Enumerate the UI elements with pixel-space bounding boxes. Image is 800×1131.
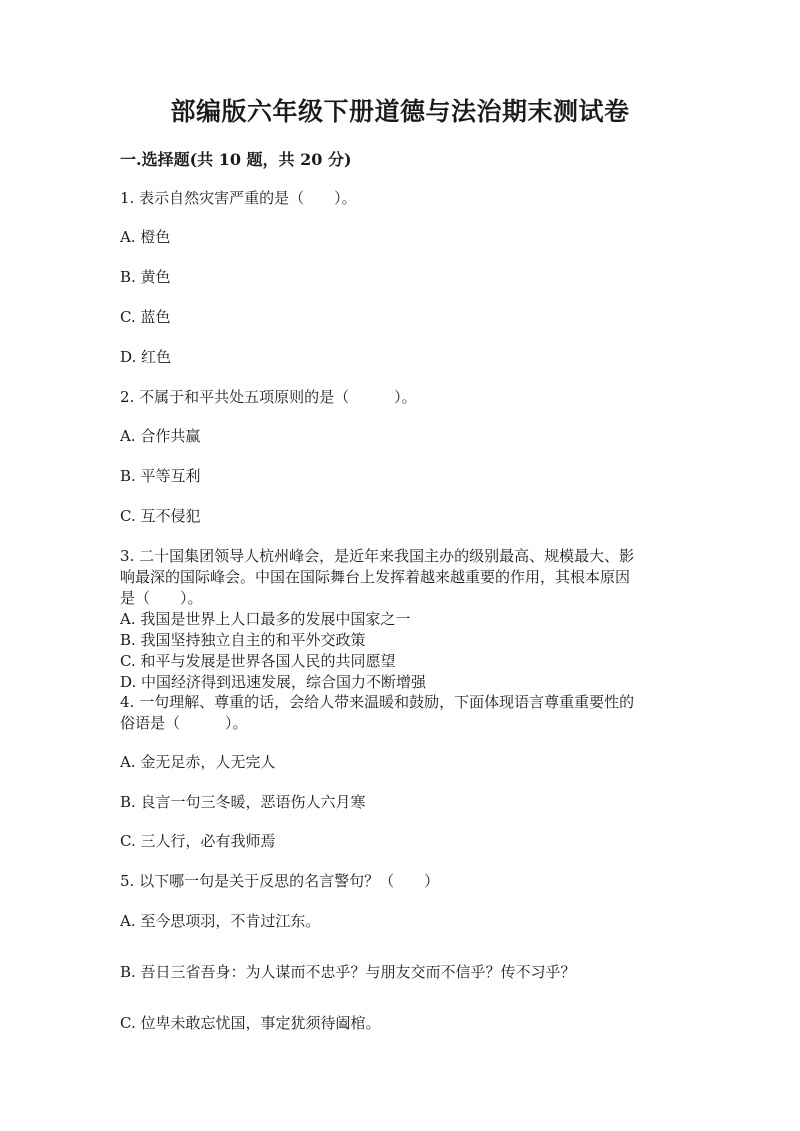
question-1-stem: 1. 表示自然灾害严重的是（ ）。 [120,189,357,207]
question-4-option-b: B. 良言一句三冬暖，恶语伤人六月寒 [120,793,366,811]
question-5-option-b: B. 吾日三省吾身：为人谋而不忠乎？与朋友交而不信乎？传不习乎？ [120,963,576,981]
question-4-stem-line-2: 俗语是（ ）。 [120,714,248,732]
question-1-option-c: C. 蓝色 [120,308,171,326]
question-3-option-d: D. 中国经济得到迅速发展，综合国力不断增强 [120,673,427,691]
question-3-stem-line-3: 是（ ）。 [120,589,203,607]
question-3-option-b: B. 我国坚持独立自主的和平外交政策 [120,631,366,649]
question-1-option-b: B. 黄色 [120,268,171,286]
question-3-option-a: A. 我国是世界上人口最多的发展中国家之一 [120,610,411,628]
question-5-stem: 5. 以下哪一句是关于反思的名言警句？（ ） [120,872,440,890]
page-title: 部编版六年级下册道德与法治期末测试卷 [170,97,630,126]
section-heading: 一.选择题(共 10 题，共 20 分) [120,150,352,169]
question-3-stem-line-2: 响最深的国际峰会。中国在国际舞台上发挥着越来越重要的作用，其根本原因 [120,568,631,586]
question-5-option-a: A. 至今思项羽，不肯过江东。 [120,912,321,930]
question-4-option-c: C. 三人行，必有我师焉 [120,832,276,850]
question-3-stem-line-1: 3. 二十国集团领导人杭州峰会，是近年来我国主办的级别最高、规模最大、影 [120,547,635,565]
question-2-option-b: B. 平等互利 [120,467,201,485]
question-3-option-c: C. 和平与发展是世界各国人民的共同愿望 [120,652,396,670]
question-4-option-a: A. 金无足赤，人无完人 [120,753,276,771]
question-1-option-a: A. 橙色 [120,228,171,246]
question-5-option-c: C. 位卑未敢忘忧国，事定犹须待阖棺。 [120,1014,381,1032]
question-2-option-a: A. 合作共赢 [120,427,201,445]
question-2-stem: 2. 不属于和平共处五项原则的是（ ）。 [120,388,417,406]
question-1-option-d: D. 红色 [120,348,172,366]
question-4-stem-line-1: 4. 一句理解、尊重的话，会给人带来温暖和鼓励，下面体现语言尊重重要性的 [120,693,635,711]
question-2-option-c: C. 互不侵犯 [120,507,201,525]
